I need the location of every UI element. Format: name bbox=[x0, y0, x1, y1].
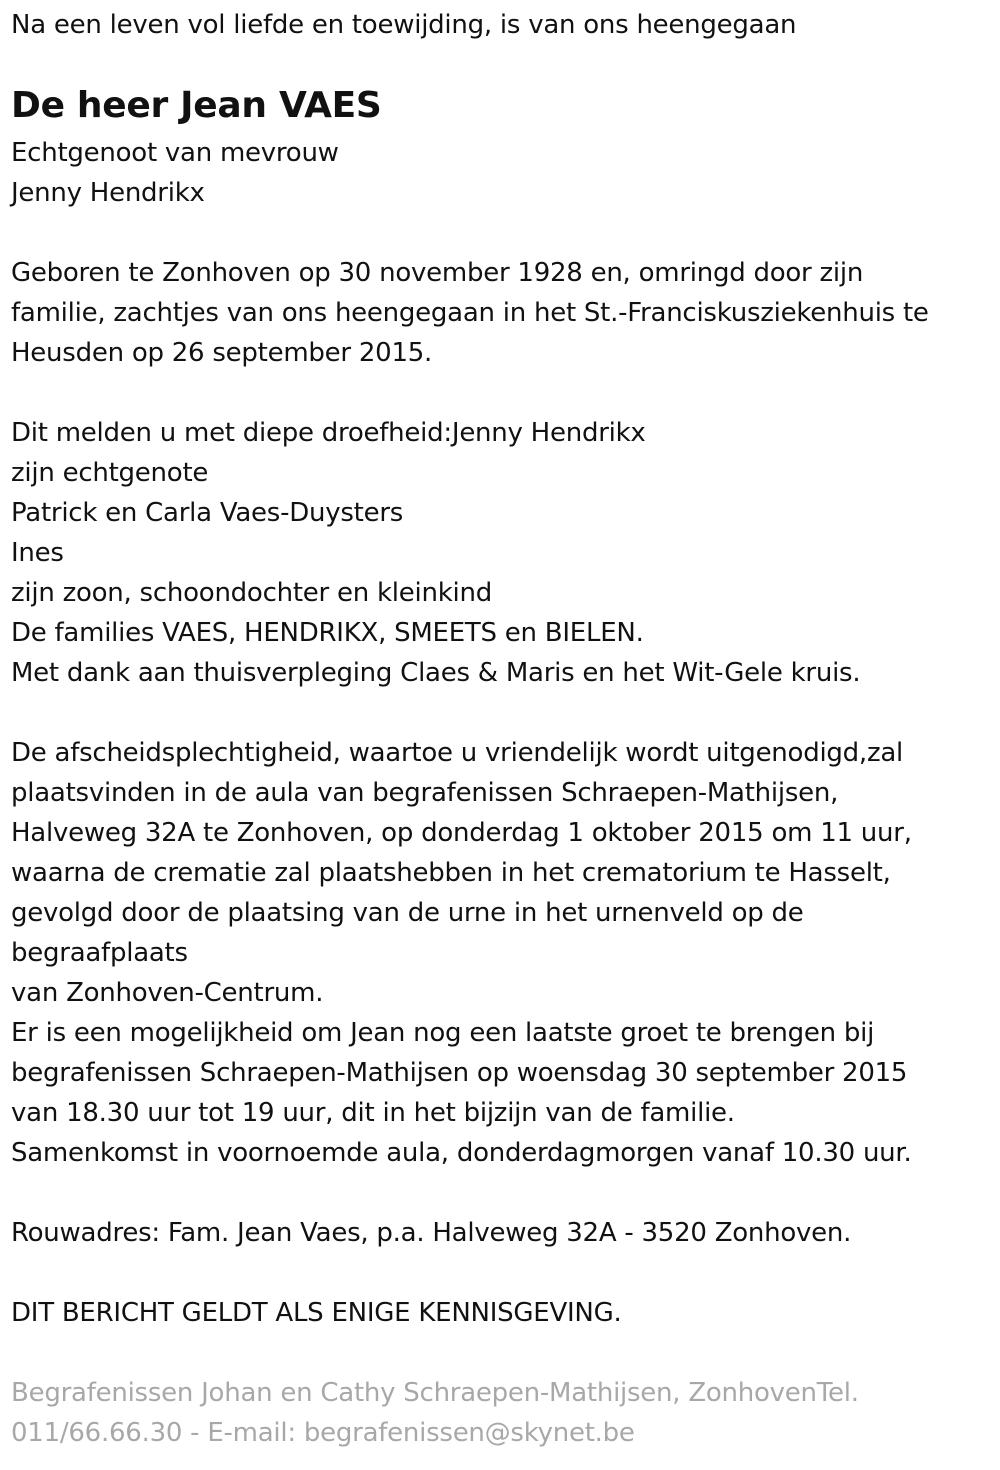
ceremony-line: plaatsvinden in de aula van begrafenissen Schraepen-Mathijsen, bbox=[11, 778, 839, 808]
birth-line: familie, zachtjes van ons heengegaan in het St.-Franciskusziekenhuis te bbox=[11, 298, 929, 328]
mourner-line: zijn echtgenote bbox=[11, 458, 209, 488]
birth-death-section bbox=[11, 253, 929, 373]
ceremony-line: waarna de crematie zal plaatshebben in het crematorium te Hasselt, bbox=[11, 858, 891, 888]
funeral-home-footer bbox=[11, 1373, 859, 1453]
mourner-line: Met dank aan thuisverpleging Claes & Maris en het Wit-Gele kruis. bbox=[11, 658, 861, 688]
deceased-name: De heer Jean VAES bbox=[11, 85, 382, 126]
mourner-line: zijn zoon, schoondochter en kleinkind bbox=[11, 578, 492, 608]
footer-line: Begrafenissen Johan en Cathy Schraepen-Mathijsen, ZonhovenTel. bbox=[11, 1378, 859, 1408]
ceremony-line: van 18.30 uur tot 19 uur, dit in het bijzijn van de familie. bbox=[11, 1098, 735, 1128]
spouse-line: Jenny Hendrikx bbox=[11, 178, 205, 208]
ceremony-line: Er is een mogelijkheid om Jean nog een laatste groet te brengen bij bbox=[11, 1018, 875, 1048]
ceremony-line: begraafplaats bbox=[11, 938, 188, 968]
birth-line: Geboren te Zonhoven op 30 november 1928 en, omringd door zijn bbox=[11, 258, 864, 288]
mourner-line: Patrick en Carla Vaes-Duysters bbox=[11, 498, 404, 528]
intro-text: Na een leven vol liefde en toewijding, is van ons heengegaan bbox=[11, 10, 797, 40]
spouse-section bbox=[11, 133, 339, 213]
ceremony-line: van Zonhoven-Centrum. bbox=[11, 978, 324, 1008]
mourners-section bbox=[11, 413, 860, 693]
ceremony-section bbox=[11, 733, 912, 1173]
ceremony-line: gevolgd door de plaatsing van de urne in het urnenveld op de bbox=[11, 898, 804, 928]
mourning-address: Rouwadres: Fam. Jean Vaes, p.a. Halveweg 32A - 3520 Zonhoven. bbox=[11, 1218, 852, 1248]
mourner-line: Ines bbox=[11, 538, 64, 568]
mourner-line: De families VAES, HENDRIKX, SMEETS en BIELEN. bbox=[11, 618, 644, 648]
footer-line: 011/66.66.30 - E-mail: begrafenissen@skynet.be bbox=[11, 1418, 635, 1448]
notice-statement: DIT BERICHT GELDT ALS ENIGE KENNISGEVING. bbox=[11, 1298, 622, 1328]
ceremony-line: De afscheidsplechtigheid, waartoe u vriendelijk wordt uitgenodigd,zal bbox=[11, 738, 904, 768]
ceremony-line: Samenkomst in voornoemde aula, donderdagmorgen vanaf 10.30 uur. bbox=[11, 1138, 912, 1168]
ceremony-line: begrafenissen Schraepen-Mathijsen op woensdag 30 september 2015 bbox=[11, 1058, 908, 1088]
birth-line: Heusden op 26 september 2015. bbox=[11, 338, 433, 368]
mourner-line: Dit melden u met diepe droefheid:Jenny Hendrikx bbox=[11, 418, 646, 448]
spouse-line: Echtgenoot van mevrouw bbox=[11, 138, 339, 168]
ceremony-line: Halveweg 32A te Zonhoven, op donderdag 1 oktober 2015 om 11 uur, bbox=[11, 818, 912, 848]
